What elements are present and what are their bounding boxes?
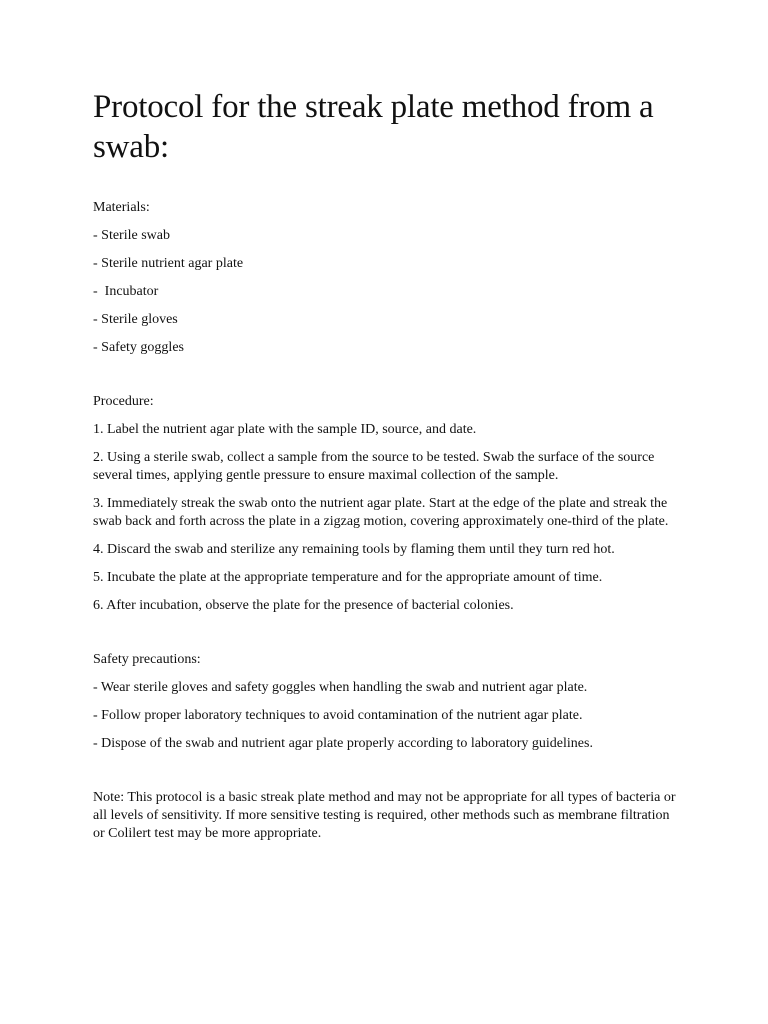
procedure-step: 6. After incubation, observe the plate for the presence of bacterial colonies.	[93, 598, 514, 613]
materials-item: - Sterile nutrient agar plate	[93, 256, 244, 271]
materials-item: - Incubator	[93, 284, 159, 299]
document-title: Protocol for the streak plate method from a swab:	[93, 89, 654, 165]
safety-item: - Wear sterile gloves and safety goggles when handling the swab and nutrient agar plate.	[93, 680, 588, 695]
safety-item: - Dispose of the swab and nutrient agar plate properly according to laboratory guidelines.	[93, 736, 593, 751]
procedure-step: 4. Discard the swab and sterilize any remaining tools by flaming them until they turn red hot.	[93, 542, 615, 557]
procedure-section	[93, 393, 683, 615]
materials-heading: Materials:	[93, 200, 150, 215]
procedure-step: 1. Label the nutrient agar plate with the sample ID, source, and date.	[93, 422, 477, 437]
materials-item: - Sterile gloves	[93, 312, 178, 327]
procedure-heading: Procedure:	[93, 394, 154, 409]
note-paragraph: Note: This protocol is a basic streak plate method and may not be appropriate for all types of bacteria or all levels of sensitivity. If more sensitive testing is required, other methods such as membrane filtration or Colilert test may be more appropriate.	[93, 790, 676, 841]
procedure-step: 5. Incubate the plate at the appropriate temperature and for the appropriate amount of time.	[93, 570, 603, 585]
materials-section	[93, 199, 683, 357]
procedure-step: 2. Using a sterile swab, collect a sample from the source to be tested. Swab the surface of the source several times, applying gentle pressure to ensure maximal collection of the sample.	[93, 450, 655, 483]
safety-heading: Safety precautions:	[93, 652, 201, 667]
safety-section	[93, 651, 683, 753]
materials-item: - Sterile swab	[93, 228, 170, 243]
safety-item: - Follow proper laboratory techniques to avoid contamination of the nutrient agar plate.	[93, 708, 583, 723]
procedure-step: 3. Immediately streak the swab onto the nutrient agar plate. Start at the edge of the plate and streak the swab back and forth across the plate in a zigzag motion, covering approximately one-third of the plate.	[93, 496, 669, 529]
materials-item: - Safety goggles	[93, 340, 184, 355]
document-content	[93, 87, 683, 853]
